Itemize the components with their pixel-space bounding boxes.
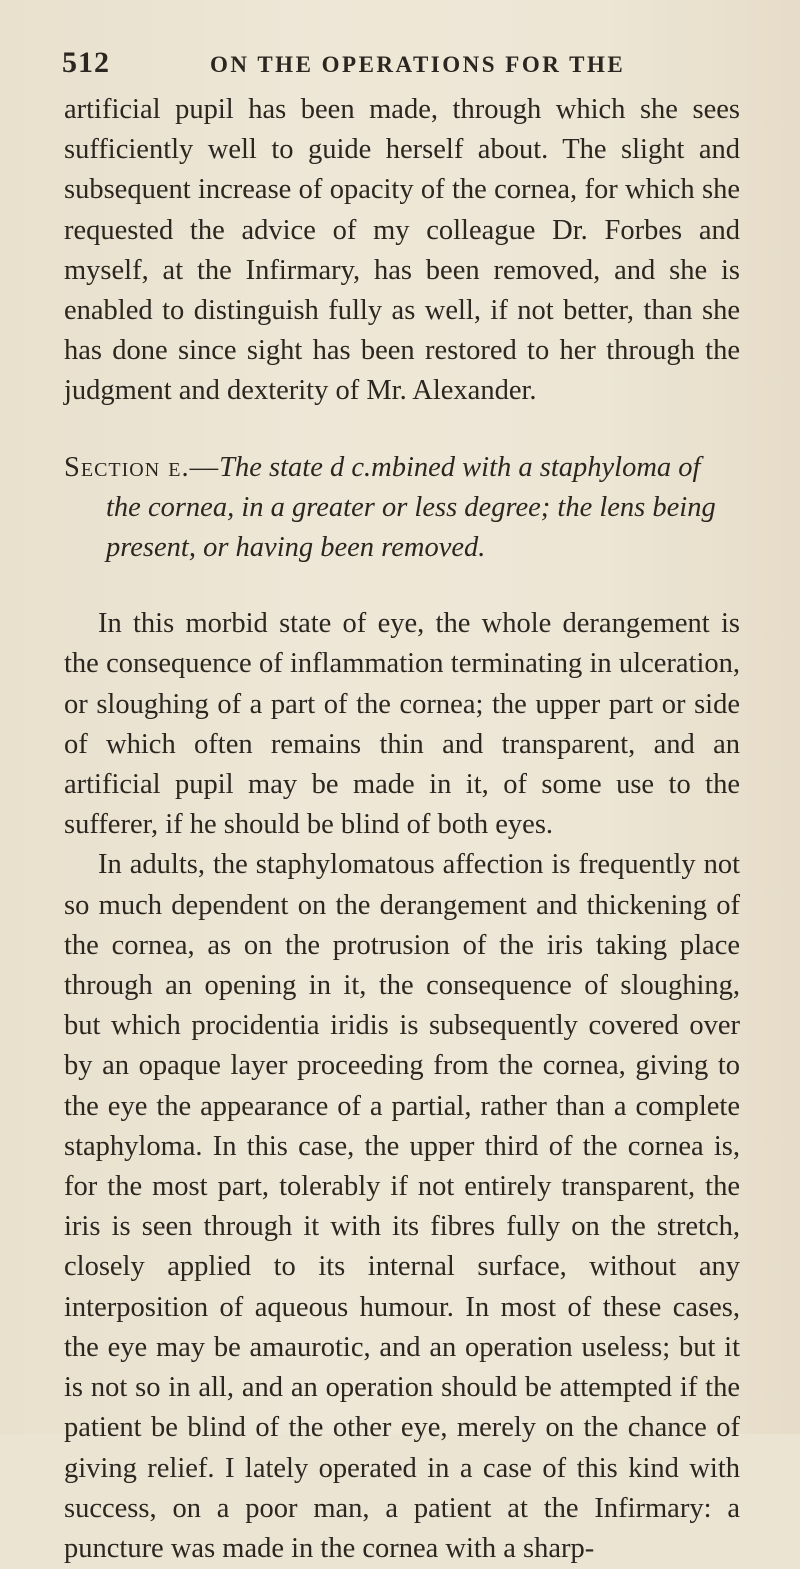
paragraph-continued: artificial pupil has been made, through which she sees sufficiently well to guide herself about. The slight and subsequent increase of opacity of the cornea, for which she requested the advice of my colleague Dr. Forbes and myself, at the Infirmary, has been removed, and she is enabled to distinguish fully as well, if not better, than she has done since sight has been restored to her through the judgment and dexterity of Mr. Alexander. — [64, 94, 740, 407]
running-title: ON THE OPERATIONS FOR THE — [210, 52, 626, 77]
body-text — [64, 90, 740, 1569]
section-label: Section e.— — [64, 451, 220, 483]
paragraph-adults: In adults, the staphylomatous affection is frequently not so much dependent on the derangement and thickening of the cornea, as on the protrusion of the iris taking place through an opening in it, the consequence of sloughing, but which procidentia iridis is subsequently covered over by an opaque layer proceeding from the cornea, giving to the eye the appearance of a partial, rather than a complete staphyloma. In this case, the upper third of the cornea is, for the most part, tolerably if not entirely transparent, the iris is seen through it with its fibres fully on the stretch, closely applied to its internal surface, without any interposition of aqueous humour. In most of these cases, the eye may be amaurotic, and an operation useless; but it is not so in all, and an operation should be attempted if the patient be blind of the other eye, merely on the chance of giving relief. I lately operated in a case of this kind with success, on a poor man, a patient at the Infirmary: a puncture was made in the cornea with a sharp- — [64, 849, 740, 1564]
section-heading — [64, 448, 740, 569]
page-number: 512 — [62, 46, 110, 79]
section-title: The state d c.mbined with a staphyloma of the cornea, in a greater or less degree; the lens being present, or having been removed. — [106, 451, 716, 564]
running-head — [62, 46, 762, 86]
paragraph-morbid-state: In this morbid state of eye, the whole derangement is the consequence of inflammation terminating in ulceration, or sloughing of a part of the cornea; the upper part or side of which often remains thin and transparent, and an artificial pupil may be made in it, of some use to the sufferer, if he should be blind of both eyes. — [64, 608, 740, 841]
